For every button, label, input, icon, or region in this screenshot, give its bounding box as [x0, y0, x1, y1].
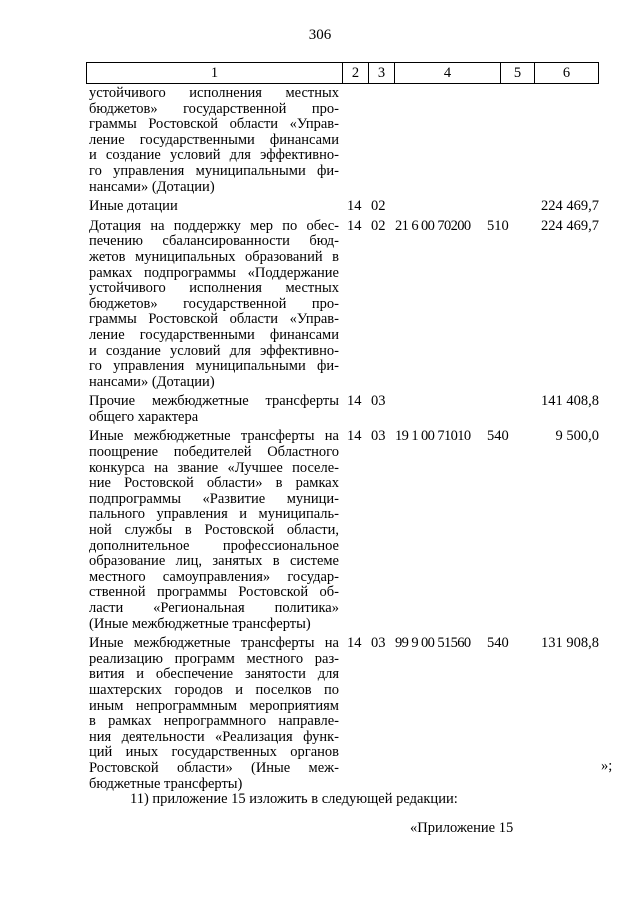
- description-line: пального управления и муниципаль-: [89, 506, 339, 523]
- table-body: [89, 86, 599, 792]
- subsection-code: 03: [371, 428, 386, 445]
- description-line: подпрограммы «Развитие муници-: [89, 490, 339, 507]
- description-line: рамках подпрограммы «Поддержание: [89, 264, 339, 281]
- description-line: Дотация на поддержку мер по обес-: [89, 217, 339, 234]
- description-line: конкурса на звание «Лучшее поселе-: [89, 459, 339, 476]
- description-line: поощрение победителей Областного: [89, 444, 339, 461]
- description-line: иным непрограммным мероприятиям: [89, 697, 339, 714]
- column-header-5: 5: [501, 63, 535, 83]
- table-row: [89, 86, 599, 195]
- description-line: и создание условий для эффективно-: [89, 342, 339, 359]
- subsection-code: 03: [371, 393, 386, 410]
- section-code: 14: [347, 198, 362, 215]
- target-article-code: 19 1 00 71010: [395, 428, 471, 445]
- description-line: вития и обеспечение занятости для: [89, 666, 339, 683]
- description-line: дополнительное профессиональное: [89, 537, 339, 554]
- section-code: 14: [347, 635, 362, 652]
- section-code: 14: [347, 217, 362, 234]
- description-line: в рамках непрограммного направле-: [89, 713, 339, 730]
- description-line: нансами» (Дотации): [89, 178, 215, 195]
- table-header: [86, 62, 599, 84]
- row-description: [89, 636, 339, 792]
- description-line: ния деятельности «Реализация функ-: [89, 728, 339, 745]
- table-row: [89, 394, 599, 425]
- description-line: образование лиц, занятых в системе: [89, 553, 339, 570]
- description-line: и создание условий для эффективно-: [89, 147, 339, 164]
- description-line: Ростовской области» (Иные меж-: [89, 759, 339, 776]
- amount: 224 469,7: [541, 217, 599, 234]
- section-code: 14: [347, 393, 362, 410]
- table-row: [89, 199, 599, 215]
- row-description: [89, 429, 339, 632]
- table-row: [89, 219, 599, 391]
- page-number: 306: [308, 27, 332, 43]
- expense-type-code: 540: [487, 635, 509, 652]
- target-article-code: 99 9 00 51560: [395, 635, 471, 652]
- description-line: ций иных государственных органов: [89, 744, 339, 761]
- expense-type-code: 540: [487, 428, 509, 445]
- subsection-code: 02: [371, 198, 386, 215]
- description-line: печению сбалансированности бюд-: [89, 233, 339, 250]
- column-header-4: 4: [395, 63, 501, 83]
- description-line: ственной программы Ростовской об-: [89, 584, 339, 601]
- target-article-code: 21 6 00 70200: [395, 217, 471, 234]
- description-line: реализацию программ местного раз-: [89, 650, 339, 667]
- description-line: общего характера: [89, 408, 199, 425]
- description-line: ласти «Региональная политика»: [89, 600, 339, 616]
- description-line: (Иные межбюджетные трансферты): [89, 615, 311, 632]
- table-row: [89, 429, 599, 632]
- row-description: [89, 199, 339, 215]
- column-header-6: 6: [562, 65, 571, 81]
- description-line: устойчивого исполнения местных: [89, 280, 339, 297]
- description-line: нансами» (Дотации): [89, 373, 215, 390]
- description-line: бюджетные трансферты): [89, 775, 243, 792]
- description-line: шахтерских городов и поселков по: [89, 681, 339, 698]
- amount: 9 500,0: [555, 428, 599, 445]
- description-line: ной службы в Ростовской области,: [89, 522, 339, 539]
- amount: 131 908,8: [541, 635, 599, 652]
- column-header-3: 3: [369, 63, 395, 83]
- appendix-label: «Приложение 15: [410, 820, 514, 836]
- description-line: Прочие межбюджетные трансферты: [89, 393, 339, 410]
- description-line: граммы Ростовской области «Управ-: [89, 311, 339, 328]
- description-line: го управления муниципальными фи-: [89, 162, 339, 179]
- table-row: [89, 636, 599, 792]
- description-line: Иные межбюджетные трансферты на: [89, 635, 339, 652]
- description-line: устойчивого исполнения местных: [89, 85, 339, 101]
- description-line: местного самоуправления» государ-: [89, 568, 339, 585]
- description-line: ние Ростовской области» в рамках: [89, 475, 339, 492]
- description-line: граммы Ростовской области «Управ-: [89, 116, 339, 133]
- column-header-2: 2: [343, 63, 369, 83]
- description-line: го управления муниципальными фи-: [89, 358, 339, 375]
- section-code: 14: [347, 428, 362, 445]
- description-line: ление государственными финансами: [89, 131, 339, 148]
- amount: 141 408,8: [541, 393, 599, 410]
- description-line: жетов муниципальных образований в: [89, 248, 339, 265]
- amount: 224 469,7: [541, 198, 599, 215]
- expense-type-code: 510: [487, 217, 509, 234]
- description-line: бюджетов» государственной про-: [89, 295, 339, 312]
- amendment-paragraph: 11) приложение 15 изложить в следующей редакции:: [130, 791, 458, 807]
- description-line: Иные дотации: [89, 198, 178, 215]
- description-line: бюджетов» государственной про-: [89, 100, 339, 117]
- column-header-1: 1: [87, 63, 343, 83]
- subsection-code: 02: [371, 217, 386, 234]
- row-description: [89, 86, 339, 195]
- subsection-code: 03: [371, 635, 386, 652]
- closing-quote-mark: »;: [601, 758, 613, 774]
- description-line: Иные межбюджетные трансферты на: [89, 428, 339, 445]
- row-description: [89, 394, 339, 425]
- row-description: [89, 219, 339, 391]
- description-line: ление государственными финансами: [89, 326, 339, 343]
